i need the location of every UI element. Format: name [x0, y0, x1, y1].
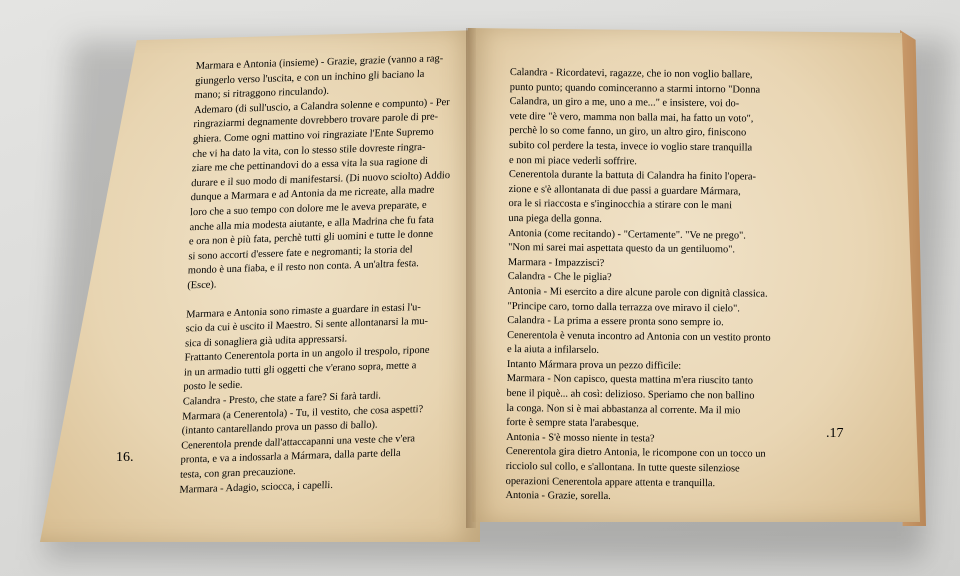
text-line: si sono accorti d'essere fate e negromanti; la storia del	[188, 243, 413, 263]
text-line: operazioni Cenerentola appare attenta e tranquilla.	[505, 475, 716, 489]
text-line: scio da cui è uscito il Maestro. Si sente allontanarsi la mu-	[185, 315, 429, 335]
text-line: bene il piquè... ah così: delizioso. Speriamo che non ballino	[506, 388, 755, 402]
text-line: e non mi piace vederli soffrire.	[508, 154, 637, 167]
text-line: perchè lo so come fanno, un giro, un altro giro, finiscono	[509, 125, 747, 139]
text-line: Cenerentola prende dall'attaccapanni una veste che v'era	[180, 433, 416, 452]
left-page-paragraph-a	[187, 52, 455, 294]
text-line: ora le si riaccosta e s'inginocchia a stirare con le mani	[508, 198, 733, 212]
text-line: vete dire "è vero, mamma non balla mai, ha fatto un voto",	[509, 110, 754, 125]
text-line: Cenerentola è venuta incontro ad Antonia con un vestito pronto	[507, 329, 771, 344]
text-line: posto le sedie.	[183, 380, 243, 394]
text-line: durare e il suo modo di manifestarsi. (Di nuovo sciolto) Addio	[191, 169, 451, 189]
text-line: mano; si ritraggono rinculando).	[194, 86, 330, 102]
text-line: giungerlo verso l'uscita, e con un inchino gli baciano la	[194, 68, 425, 87]
text-line: la conga. Non si è mai abbastanza al corrente. Ma il mio	[506, 402, 741, 417]
text-line: Cenerentola durante la battuta di Calandra ha finito l'opera-	[508, 169, 757, 183]
text-line: Frattanto Cenerentola porta in un angolo il trespolo, ripone	[184, 345, 430, 364]
text-line: una piega della gonna.	[508, 212, 602, 225]
right-page-text	[505, 66, 773, 507]
text-line: Marmara - Non capisco, questa mattina m'era riuscito tanto	[506, 373, 754, 388]
text-line: e la aiuta a infilarselo.	[506, 344, 600, 357]
text-line: anche alla mia modesta aiutante, e alla Madrina che fu fata	[189, 214, 435, 233]
text-line: e ora non è più fata, perchè tutti gli uomini e tutte le donne	[188, 228, 434, 248]
text-line: ghiera. Come ogni mattino voi ringraziate l'Ente Supremo	[192, 126, 434, 146]
text-line: Antonia - Mi esercito a dire alcune parole con dignità classica.	[507, 285, 768, 300]
text-line: che vi ha dato la vita, con lo stesso stile dovreste ringra-	[192, 141, 426, 160]
text-line: (Esce).	[187, 279, 217, 292]
text-line: mondo è una fiaba, e il resto non conta. A un'altra festa.	[187, 258, 419, 277]
text-line: pronta, e va a indossarla a Mármara, dalla parte della	[180, 448, 401, 467]
text-line: subito col perdere la testa, invece io voglio stare tranquilla	[509, 139, 753, 154]
text-line: Marmara e Antonia (insieme) - Grazie, grazie (vanno a rag-	[195, 53, 444, 73]
text-line: Marmara (a Cenerentola) - Tu, il vestito, che cosa aspetti?	[182, 403, 424, 423]
text-line: ringraziarmi degnamente dovrebbero trovare parole di pre-	[193, 111, 439, 131]
text-line: dunque a Marmara e ad Antonia da me ricreate, alla madre	[190, 184, 435, 204]
text-line: Marmara - Impazzisci?	[507, 256, 605, 269]
left-page-paragraph-b	[179, 300, 445, 498]
left-page-number: 16.	[116, 450, 134, 465]
text-line: "Principe caro, torno dalla terrazza ove miravo il cielo".	[507, 300, 740, 314]
left-page-text	[179, 52, 455, 498]
text-line: ricciolo sul collo, e s'allontana. In tutte queste silenziose	[505, 461, 740, 475]
text-line: Antonia (come recitando) - "Certamente". "Ve ne prego".	[508, 227, 746, 242]
text-line: Marmara - Adagio, sciocca, i capelli.	[179, 479, 334, 496]
text-line: in un armadio tutti gli oggetti che v'erano sopra, mette a	[183, 360, 417, 379]
text-line: Marmara e Antonia sono rimaste a guardare in estasi l'u-	[186, 301, 422, 320]
text-line: Calandra, un giro a me, uno a me..." e insistere, voi do-	[509, 96, 740, 110]
right-page-number: .17	[826, 426, 844, 441]
book-spine	[466, 28, 476, 528]
text-line: testa, con gran precauzione.	[179, 466, 296, 481]
text-line: zione e s'è allontanata di due passi a guardare Mármara,	[508, 183, 741, 198]
text-line: punto punto; quando cominceranno a starmi intorno "Donna	[509, 81, 761, 96]
text-line: loro che a suo tempo con dolore me le aveva preparate, e	[189, 199, 427, 219]
text-line: Calandra - Che le piglia?	[507, 271, 612, 284]
text-line: Intanto Mármara prova un pezzo difficile:	[506, 358, 682, 372]
text-line: Antonia - S'è mosso niente in testa?	[506, 431, 655, 445]
text-line: sica di sonagliera già udita appressarsi.	[184, 333, 348, 350]
text-line: Calandra - La prima a essere pronta sono sempre io.	[507, 315, 724, 329]
text-line: Antonia - Grazie, sorella.	[505, 490, 611, 503]
text-line: (intanto cantarellando prova un passo di ballo).	[181, 419, 378, 437]
text-line: Cenerentola gira dietro Antonia, le ricompone con un tocco un	[505, 446, 766, 461]
text-line: "Non mi sarei mai aspettata questo da un gentiluomo".	[508, 242, 736, 256]
text-line: Ademaro (di sull'uscio, a Calandra solenne e compunto) - Per	[193, 96, 450, 116]
text-line: forte è sempre stata l'arabesque.	[506, 417, 639, 430]
text-line: Calandra - Ricordatevi, ragazze, che io non voglio ballare,	[509, 66, 753, 81]
text-line: Calandra - Presto, che state a fare? Si farà tardi.	[182, 390, 382, 408]
text-line: ziare me che pettinandovi do a essa vita la sua ragione di	[191, 155, 429, 175]
